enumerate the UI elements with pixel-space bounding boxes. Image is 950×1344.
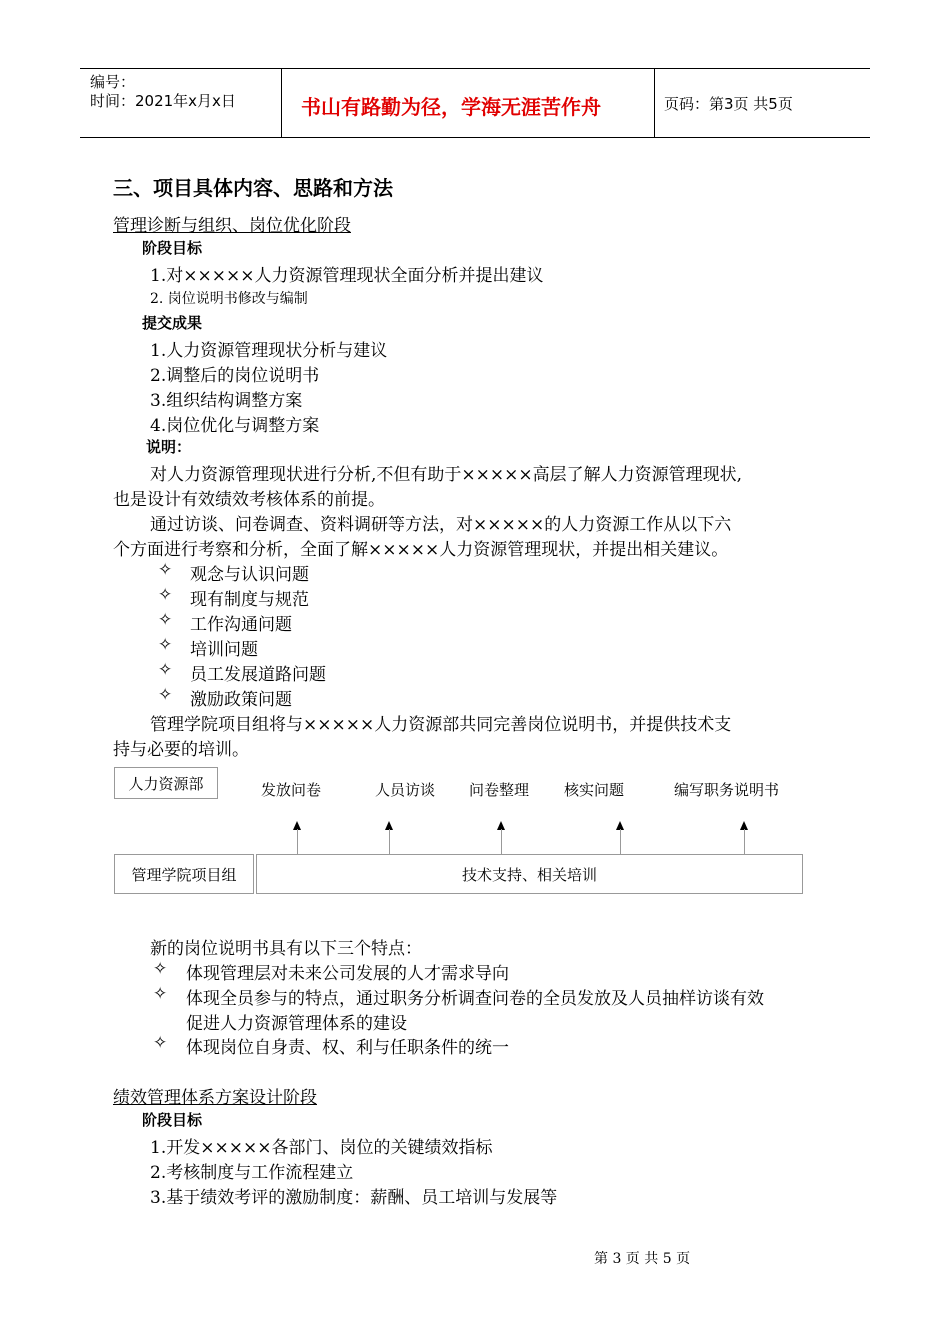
bullet-icon: ✧ xyxy=(158,560,173,580)
phase2-goal-label: 阶段目标 xyxy=(142,1111,203,1129)
phase1-title: 管理诊断与组织、岗位优化阶段 xyxy=(113,216,351,236)
phase2-goal-2: 2.考核制度与工作流程建立 xyxy=(150,1163,354,1183)
page-label: 页码：第3页 共5页 xyxy=(664,95,793,113)
para1-line1: 对人力资源管理现状进行分析,不但有助于×××××高层了解人力资源管理现状, xyxy=(150,465,743,485)
connector-line xyxy=(297,829,298,854)
step-4: 核实问题 xyxy=(564,781,625,799)
feature-2-line2: 促进人力资源管理体系的建设 xyxy=(186,1014,407,1034)
motto: 书山有路勤为径，学海无涯苦作舟 xyxy=(301,95,601,119)
support-label: 技术支持、相关培训 xyxy=(461,865,597,884)
features-intro: 新的岗位说明书具有以下三个特点： xyxy=(150,939,422,959)
bullet-icon: ✧ xyxy=(153,984,168,1004)
section-title: 三、项目具体内容、思路和方法 xyxy=(113,176,393,200)
bullet-icon: ✧ xyxy=(158,635,173,655)
deliverable-2: 2.调整后的岗位说明书 xyxy=(150,366,320,386)
connector-line xyxy=(620,829,621,854)
page-footer: 第 3 页 共 5 页 xyxy=(594,1251,691,1267)
feature-3: 体现岗位自身责、权、利与任职条件的统一 xyxy=(186,1038,509,1058)
phase1-goal-label: 阶段目标 xyxy=(142,239,203,257)
time-label: 时间：2021年x月x日 xyxy=(90,92,236,110)
aspect-6: 激励政策问题 xyxy=(190,690,292,710)
feature-1: 体现管理层对未来公司发展的人才需求导向 xyxy=(186,964,509,984)
aspect-3: 工作沟通问题 xyxy=(190,615,292,635)
para2-line1: 通过访谈、问卷调查、资料调研等方法，对×××××的人力资源工作从以下六 xyxy=(150,515,732,535)
bullet-icon: ✧ xyxy=(158,660,173,680)
bullet-icon: ✧ xyxy=(158,610,173,630)
header-motto-cell xyxy=(282,69,655,137)
bullet-icon: ✧ xyxy=(158,685,173,705)
phase1-deliverables-label: 提交成果 xyxy=(142,314,203,332)
step-2: 人员访谈 xyxy=(375,781,436,799)
project-team-label: 管理学院项目组 xyxy=(131,865,237,884)
para3-line1: 管理学院项目组将与×××××人力资源部共同完善岗位说明书，并提供技术支 xyxy=(150,715,732,735)
page-header xyxy=(80,68,870,138)
hr-dept-label: 人力资源部 xyxy=(128,774,204,793)
phase2-title: 绩效管理体系方案设计阶段 xyxy=(113,1088,317,1108)
para3-line2: 持与必要的培训。 xyxy=(113,740,249,760)
bullet-icon: ✧ xyxy=(153,959,168,979)
para1-line2: 也是设计有效绩效考核体系的前提。 xyxy=(113,490,385,510)
note-label: 说明： xyxy=(146,438,192,456)
para2-line2: 个方面进行考察和分析，全面了解×××××人力资源管理现状，并提出相关建议。 xyxy=(113,540,729,560)
deliverable-4: 4.岗位优化与调整方案 xyxy=(150,416,320,436)
deliverable-1: 1.人力资源管理现状分析与建议 xyxy=(150,341,388,361)
number-label: 编号： xyxy=(90,73,136,91)
step-5: 编写职务说明书 xyxy=(674,781,780,799)
aspect-2: 现有制度与规范 xyxy=(190,590,309,610)
aspect-5: 员工发展道路问题 xyxy=(190,665,326,685)
step-3: 问卷整理 xyxy=(469,781,530,799)
bullet-icon: ✧ xyxy=(158,585,173,605)
aspect-1: 观念与认识问题 xyxy=(190,565,309,585)
connector-line xyxy=(389,829,390,854)
support-box xyxy=(256,854,803,894)
connector-line xyxy=(744,829,745,854)
phase1-goal-1: 1.对×××××人力资源管理现状全面分析并提出建议 xyxy=(150,266,544,286)
header-page-cell xyxy=(655,69,870,137)
phase2-goal-1: 1.开发×××××各部门、岗位的关键绩效指标 xyxy=(150,1138,493,1158)
project-team-box xyxy=(114,854,254,894)
connector-line xyxy=(501,829,502,854)
aspect-4: 培训问题 xyxy=(190,640,258,660)
phase2-goal-3: 3.基于绩效考评的激励制度：薪酬、员工培训与发展等 xyxy=(150,1188,558,1208)
header-left-cell xyxy=(80,69,282,137)
deliverable-3: 3.组织结构调整方案 xyxy=(150,391,303,411)
bullet-icon: ✧ xyxy=(153,1033,168,1053)
phase1-goal-2: 2. 岗位说明书修改与编制 xyxy=(150,291,308,307)
feature-2-line1: 体现全员参与的特点，通过职务分析调查问卷的全员发放及人员抽样访谈有效 xyxy=(186,989,764,1009)
hr-dept-box xyxy=(114,767,218,799)
step-1: 发放问卷 xyxy=(261,781,322,799)
